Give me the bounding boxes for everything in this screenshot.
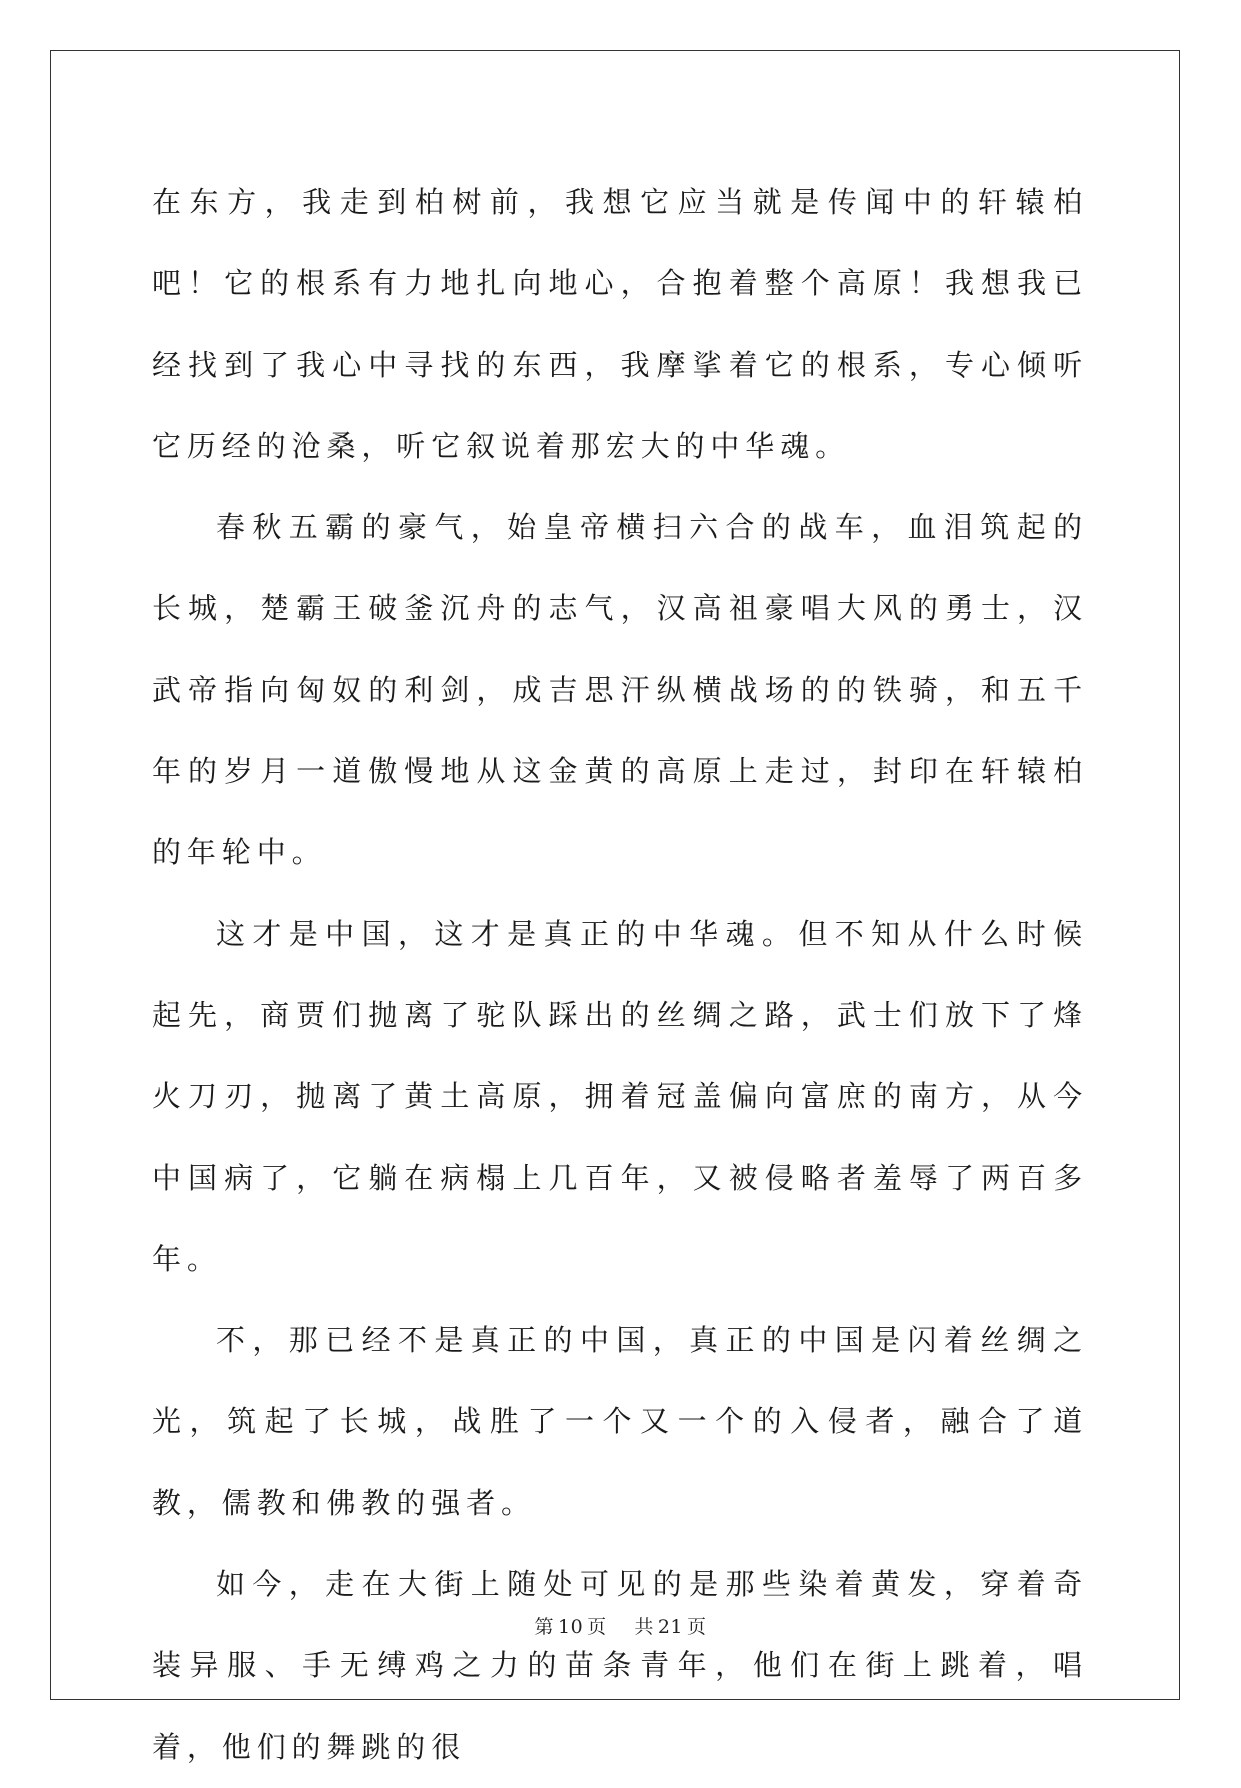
total-count: 21 <box>657 1616 684 1638</box>
page-current: 10 <box>557 1616 584 1638</box>
paragraph-1: 在东方，我走到柏树前，我想它应当就是传闻中的轩辕柏吧！它的根系有力地扎向地心，合抱着整个高原！我想我已经找到了我心中寻找的东西，我摩挲着它的根系，专心倾听它历经的沧桑，听它叙说着那宏大的中华魂。 <box>152 185 1088 463</box>
total-unit: 页 <box>687 1616 707 1638</box>
page-unit: 页 <box>587 1616 607 1638</box>
paragraph-2: 春秋五霸的豪气，始皇帝横扫六合的战车，血泪筑起的长城，楚霸王破釜沉舟的志气，汉高祖豪唱大风的勇士，汉武帝指向匈奴的利剑，成吉思汗纵横战场的的铁骑，和五千年的岁月一道傲慢地从这金黄的高原上走过，封印在轩辕柏的年轮中。 <box>152 510 1088 870</box>
paragraph-5: 如今，走在大街上随处可见的是那些染着黄发，穿着奇装异服、手无缚鸡之力的苗条青年，他们在街上跳着，唱着，他们的舞跳的很 <box>152 1567 1088 1764</box>
paragraph-4: 不，那已经不是真正的中国，真正的中国是闪着丝绸之光，筑起了长城，战胜了一个又一个的入侵者，融合了道教，儒教和佛教的强者。 <box>152 1323 1088 1520</box>
page-total <box>632 1616 708 1638</box>
document-body <box>152 162 1088 1788</box>
page-footer <box>0 1612 1241 1639</box>
paragraph-3: 这才是中国，这才是真正的中华魂。但不知从什么时候起先，商贾们抛离了驼队踩出的丝绸之路，武士们放下了烽火刀刃，抛离了黄土高原，拥着冠盖偏向富庶的南方，从今中国病了，它躺在病榻上几百年，又被侵略者羞辱了两百多年。 <box>152 916 1088 1276</box>
total-prefix: 共 <box>634 1616 654 1638</box>
page-number <box>532 1616 608 1638</box>
page-prefix: 第 <box>534 1616 554 1638</box>
